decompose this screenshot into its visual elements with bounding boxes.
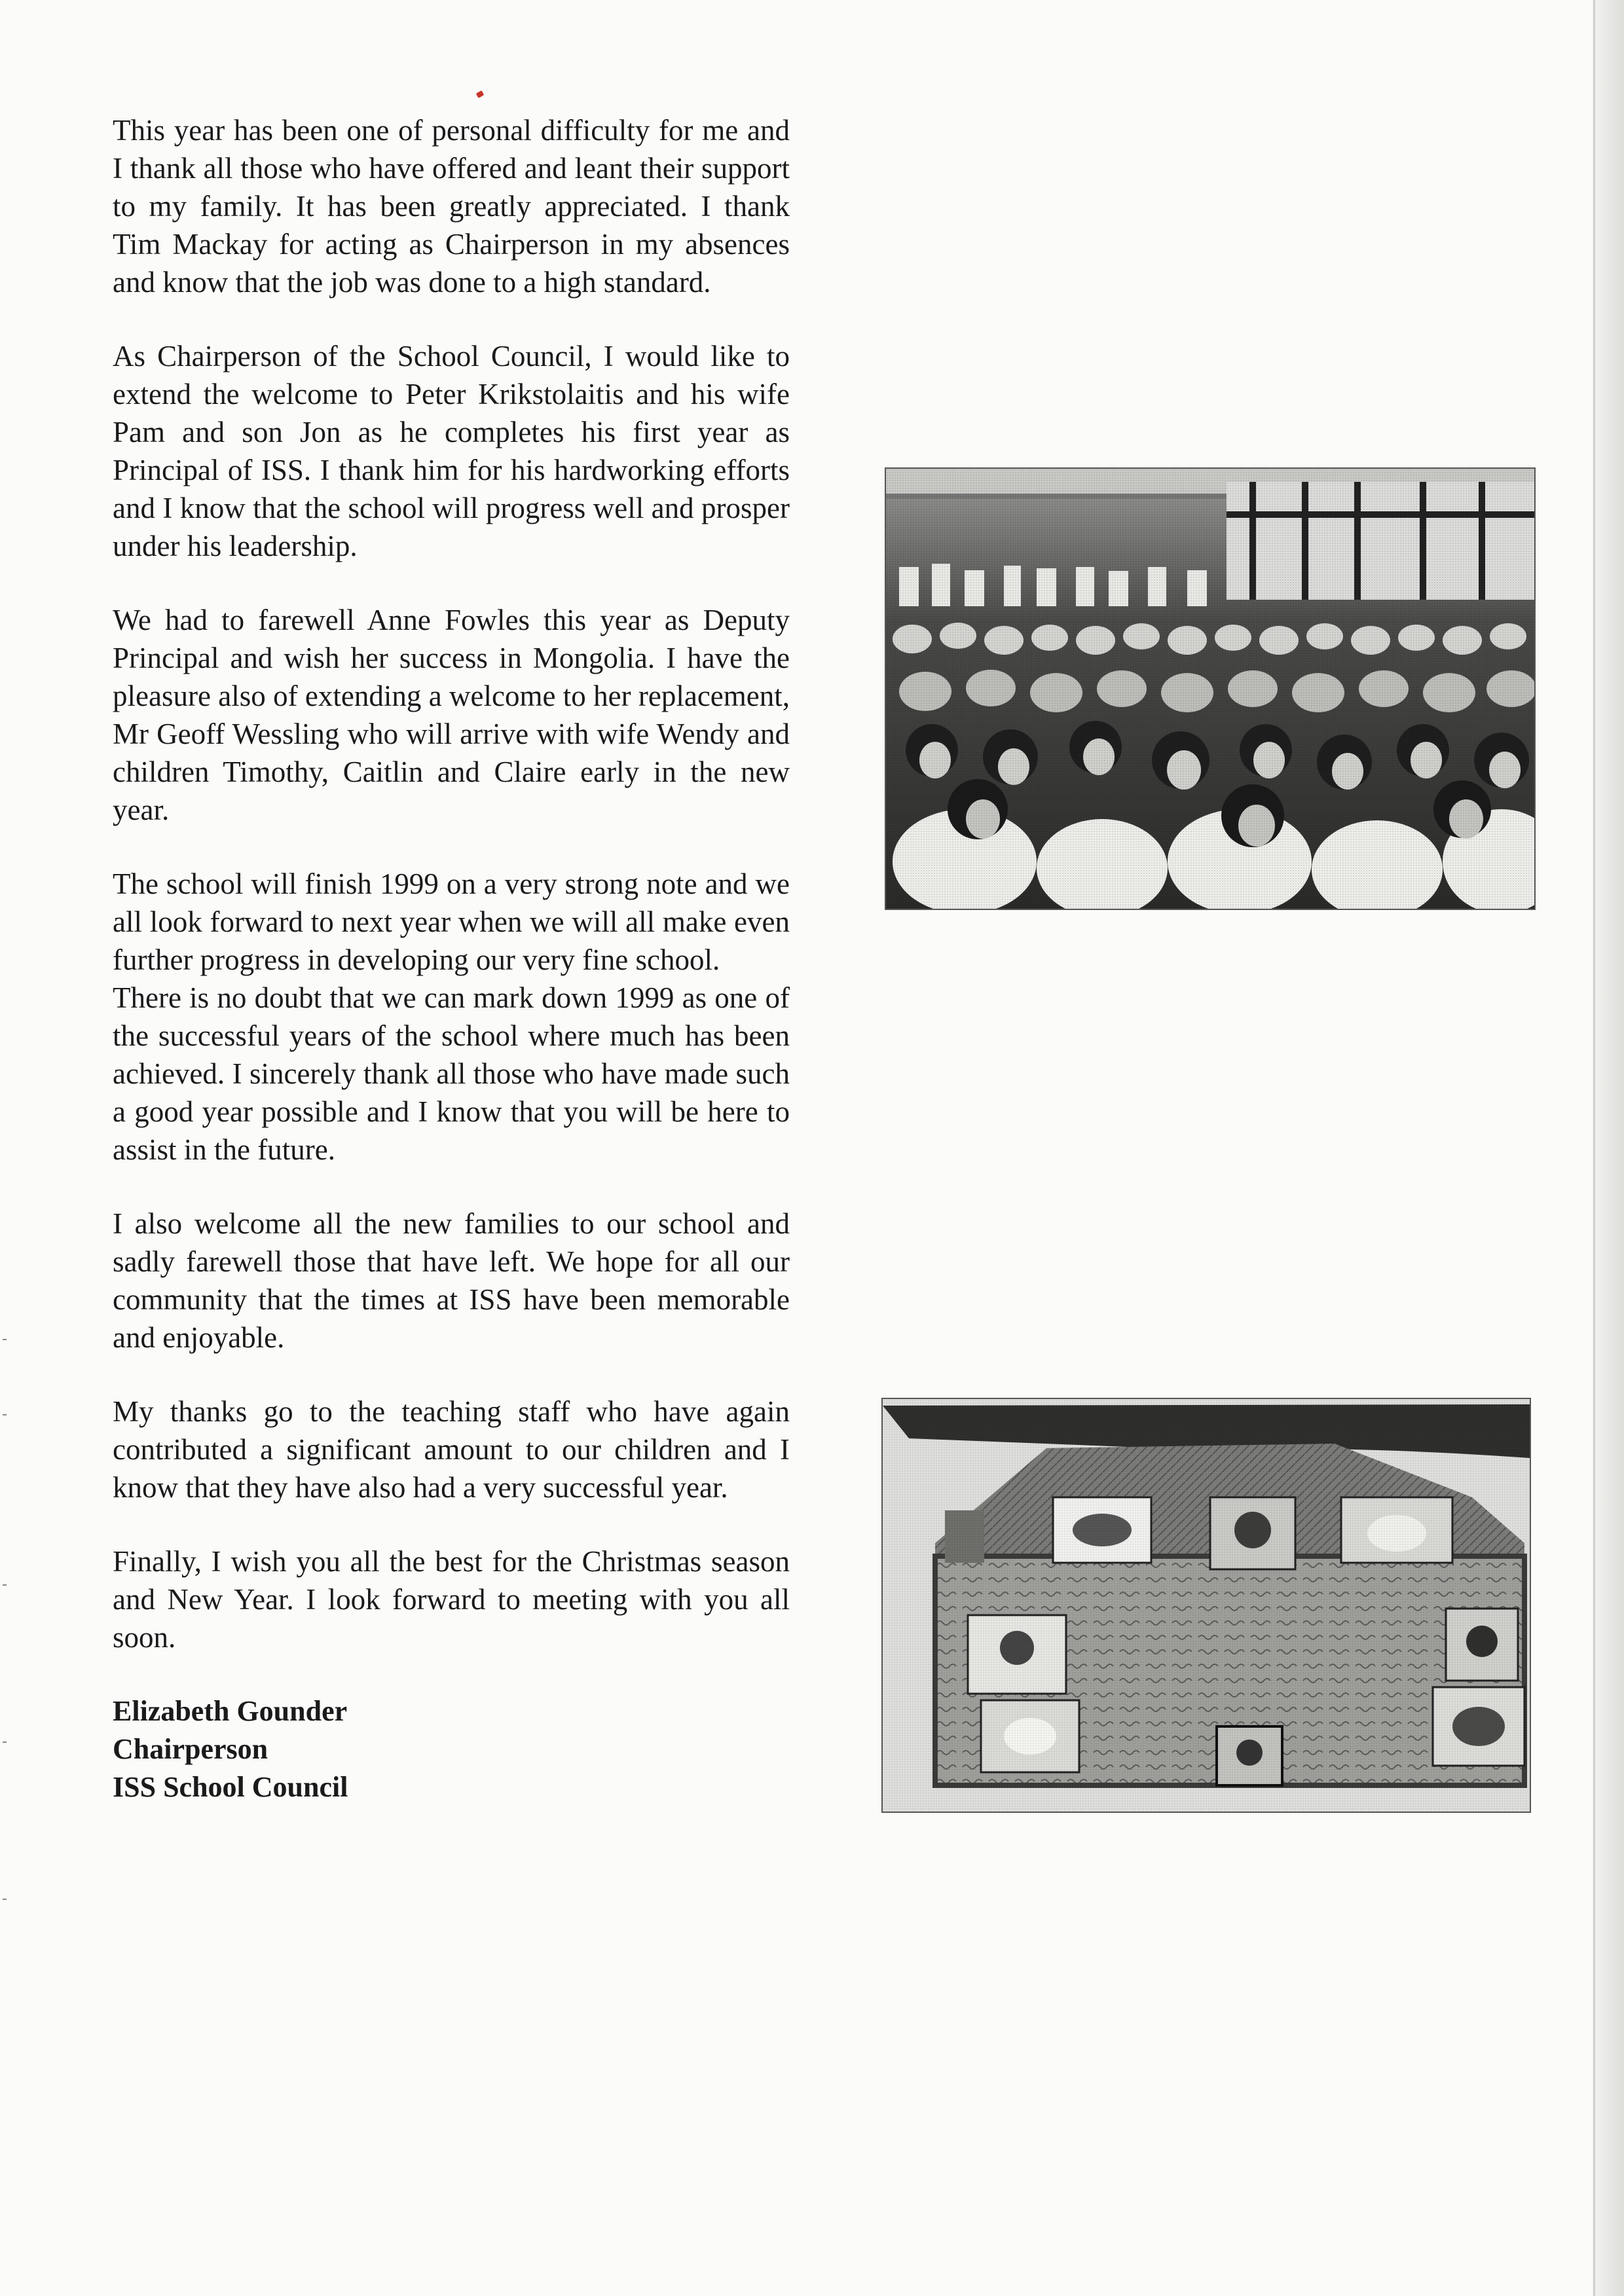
- paragraph-personal-difficulty: This year has been one of personal difficulty for me and I thank all those who have offered and leant their support to my family. It has been greatly appreciated. I thank Tim Mackay for acting as Chairperson in my absences and know that the job was done to a high standard.: [113, 114, 790, 299]
- scan-speck: [3, 1899, 7, 1900]
- scan-speck: [3, 1584, 7, 1586]
- signature-block: [113, 1692, 790, 1806]
- assembly-photo-image: [886, 469, 1534, 909]
- ink-mark: [476, 90, 485, 98]
- paragraph-principal-welcome: As Chairperson of the School Council, I would like to extend the welcome to Peter Krikstolaitis and his wife Pam and son Jon as he completes his first year as Principal of ISS. I thank him for his hardworking efforts and I know that the school will progress well and prosper under his leadership.: [113, 340, 790, 562]
- paragraph-new-families: I also welcome all the new families to our school and sadly farewell those that have left. We hope for all our community that the times at ISS have been memorable and enjoyable.: [113, 1207, 790, 1354]
- signature-name: Elizabeth Gounder: [113, 1695, 348, 1727]
- scan-speck: [3, 1741, 7, 1743]
- assembly-photo: [885, 467, 1536, 910]
- house-display-image: [883, 1399, 1530, 1812]
- house-display-photo: [881, 1398, 1531, 1813]
- page-edge-shadow: [1593, 0, 1624, 2296]
- paragraph-seasons-greetings: Finally, I wish you all the best for the Christmas season and New Year. I look forward to meeting with you all soon.: [113, 1545, 790, 1654]
- scan-speck: [3, 1414, 7, 1415]
- paragraph-deputy-principal: We had to farewell Anne Fowles this year as Deputy Principal and wish her success in Mongolia. I have the pleasure also of extending a welcome to her replacement, Mr Geoff Wessling who will arrive with wife Wendy and children Timothy, Caitlin and Claire early in the new year.: [113, 604, 790, 826]
- signature-role: Chairperson: [113, 1733, 268, 1765]
- letter-body: [113, 111, 790, 1806]
- scan-speck: [3, 1339, 7, 1340]
- paragraph-finish-1999: The school will finish 1999 on a very strong note and we all look forward to next year when we will all make even further progress in developing our very fine school.: [113, 867, 790, 976]
- signature-organization: ISS School Council: [113, 1771, 348, 1803]
- page-edge-line: [1593, 0, 1595, 2296]
- paragraph-successful-year: There is no doubt that we can mark down 1999 as one of the successful years of the school where much has been achieved. I sincerely thank all those who have made such a good year possible and I know that you will be here to assist in the future.: [113, 981, 790, 1166]
- paragraph-teaching-staff: My thanks go to the teaching staff who have again contributed a significant amount to our children and I know that they have also had a very successful year.: [113, 1395, 790, 1504]
